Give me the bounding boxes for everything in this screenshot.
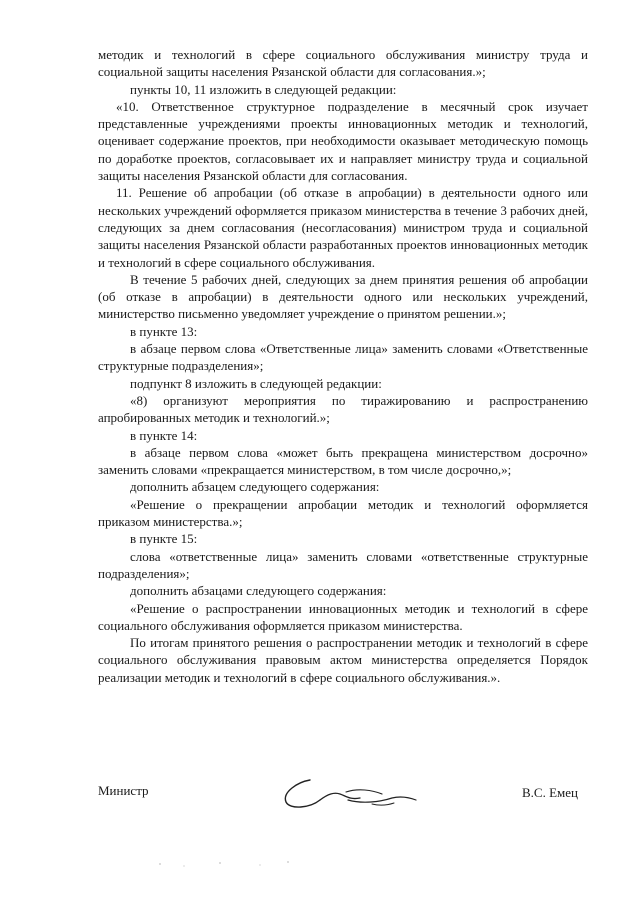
paragraph-1: методик и технологий в сфере социального обслуживания министру труда и социальной защиты населения Рязанской области для согласования.»; [98,47,588,80]
paragraph-15: слова «ответственные лица» заменить словами «ответственные структурные подразделения»; [98,548,588,581]
paragraph-6: в пункте 13: [130,323,198,339]
paragraph-12: дополнить абзацем следующего содержания: [130,479,380,495]
paragraph-7: в абзаце первом слова «Ответственные лица» заменить словами «Ответственные структурные подразделения»; [98,341,588,374]
paragraph-4: 11. Решение об апробации (об отказе в апробации) в деятельности одного или нескольких учреждений оформляется приказом министерства в течение 3 рабочих дней, следующих за днем согласования (несогласования) министром труда и социальной защиты населения Рязанской области разработанных проектов инновационных методик и технологий в сфере социального обслуживания. [98,185,588,270]
paragraph-14: в пункте 15: [130,531,198,547]
paragraph-13: «Решение о прекращении апробации методик и технологий оформляется приказом министерства.»; [98,496,588,530]
paragraph-5: В течение 5 рабочих дней, следующих за днем принятия решения об апробации (об отказе в апробации) в деятельности одного или нескольких учреждений, министерство письменно уведомляет учреждение о принятом решении.»; [98,271,588,322]
paragraph-8: подпункт 8 изложить в следующей редакции: [130,375,382,391]
paragraph-18: По итогам принятого решения о распространении методик и технологий в сфере социального обслуживания правовым актом министерства определяется Порядок реализации методик и технологий в сфере социального обслуживания.». [98,635,588,685]
signatory-position: Министр [98,783,149,798]
paragraph-2: пункты 10, 11 изложить в следующей редакции: [130,81,397,97]
handwritten-signature [276,770,426,818]
paragraph-10: в пункте 14: [130,427,198,443]
scan-specks [150,860,350,870]
paragraph-17: «Решение о распространении инновационных методик и технологий в сфере социального обслуживания оформляется приказом министерства. [98,600,588,633]
paragraph-16: дополнить абзацами следующего содержания: [130,583,387,599]
document-body [98,46,588,686]
paragraph-3: «10. Ответственное структурное подразделение в месячный срок изучает представленные учреждениями проекты инновационных методик и технологий, оценивает содержание проектов, при необходимости оказывает методическую помощь по доработке проектов, согласовывает их и направляет министру труда и социальной защиты населения Рязанской области для согласования. [98,98,588,184]
paragraph-9: «8) организуют мероприятия по тиражированию и распространению апробированных методик и технологий.»; [98,392,588,426]
paragraph-11: в абзаце первом слова «может быть прекращена министерством досрочно» заменить словами «прекращается министерством, в том числе досрочно,»; [98,444,588,478]
signatory-name: В.С. Емец [522,785,578,800]
